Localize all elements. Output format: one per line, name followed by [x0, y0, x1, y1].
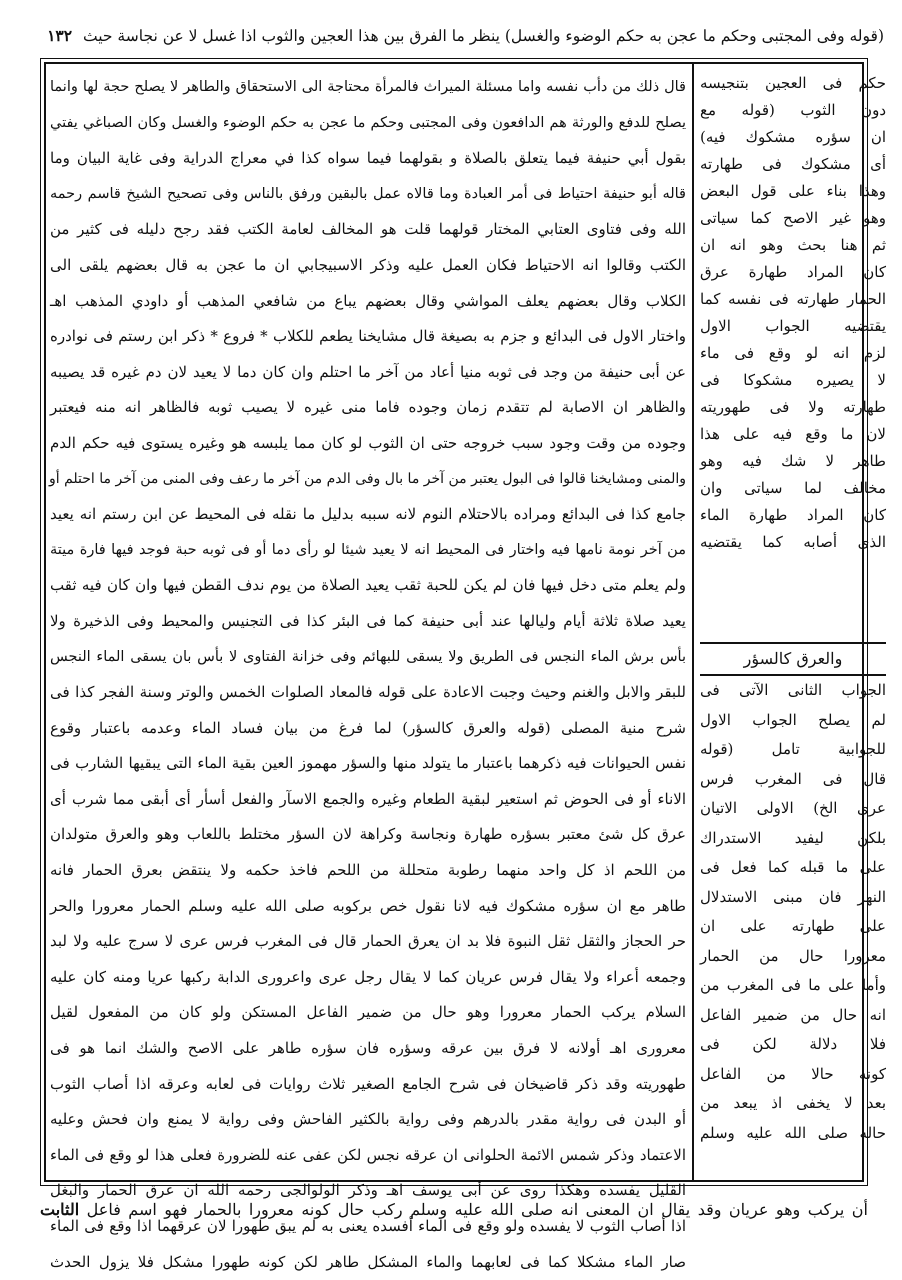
margin-text-line: كان المراد طهارة عرق	[700, 263, 886, 281]
margin-text-line: بلكن ليفيد الاستدراك	[700, 828, 886, 847]
margin-text-line: فلا دلالة لكن فى	[700, 1035, 886, 1053]
main-text-line: من آخر نومة نامها فيه واختار فى المحيط انه لا يعيد شيئا لو رأى دما أو فى ثوبه حبة فوجد فيها فارة ميتة	[50, 541, 686, 558]
main-text-line: قاله أبو حنيفة احتياط فى أمر العبادة وما قالاه عمل بالبقين ورفق بالناس وفى تصحيح الشيخ قاسم رحمه	[50, 185, 686, 202]
main-text-line: أو البدن فى رواية مقدر بالدرهم وفى رواية بالكثير الفاحش وفى رواية لا يمنع وان فحش وعليه	[50, 1110, 686, 1129]
margin-text-line: وهذا بناء على قول البعض	[700, 182, 886, 200]
margin-text-line: للجوابية تامل (قوله	[700, 740, 886, 758]
main-text-line: للبقر والابل والغنم وحيث وجبت الاعادة على قوله فالمعاد الصلوات الخمس والوتر وسنة الفجر كذا فى	[50, 683, 686, 702]
margin-text-line: قال فى المغرب فرس	[700, 769, 886, 788]
margin-text-line: على طهارته على ان	[700, 917, 886, 935]
main-text-line: الاناء أو فى الحوض ثم استعير لبقية الطعام وغيره والجمع الاسآر والفعل أسأر أى أبقى مما شرب أى	[50, 789, 686, 808]
margin-text-line: وأما على ما فى المغرب من	[700, 976, 886, 994]
margin-text-line: طهارته ولا فى طهوريته	[700, 398, 886, 416]
main-text-line: شرح منية المصلى (قوله والعرق كالسؤر) لما فرغ من بيان فساد الماء وعدمه باعتبار وقوع	[50, 718, 686, 737]
main-text-line: قال ذلك من دأب نفسه واما مسئلة الميراث فالمرأة محتاجة الى الاستحقاق والطاهر لا يصلح حجة لها وانما	[50, 79, 686, 95]
main-text-line: حر الحجاز والثقل ثقل النبوة فلا بد ان يعرق الحمار قال فى المغرب فرس عرى لا سرج عليه ولا لبد	[50, 932, 686, 951]
main-text-line: والظاهر ان الاصابة لم تتقدم زمان وجوده فاما منى غيره لا يصيب ثوبه فالظاهر انه منه فيعتبر	[50, 398, 686, 417]
margin-text-line: كونه حالا من الفاعل	[700, 1064, 886, 1083]
main-text-line: معرورى اهـ أولانه لا فرق بين عرقه وسؤره فان سؤره طاهر على الاصح والشك انما هو فى	[50, 1039, 686, 1058]
margin-text-line: بعد لا يخفى اذ يبعد من	[700, 1094, 886, 1112]
margin-text-line: لا يصيره مشكوكا فى	[700, 371, 886, 389]
margin-text-line: لم يصلح الجواب الاول	[700, 710, 886, 729]
main-text-line: جامع كذا فى البدائع ومراده بالاحتلام النوم لانه سببه بدليل ما نقله فى المحيط عن ابن رستم انه يعيد	[50, 505, 686, 524]
main-text-line: عن أبى حنيفة من وجد فى ثوبه منيا أعاد من آخر ما احتلم وان كان دما لا يعيد لان دم غيره قد يصيبه	[50, 362, 686, 381]
margin-text-line: عرى الخ) الاولى الاتيان	[700, 799, 886, 817]
margin-text-line: كان المراد طهارة الماء	[700, 506, 886, 524]
main-text-line: وجوده من وقت وجود سبب خروجه حتى ان الثوب لو كان مما يلبسه هو وغيره يستوى فيه حكم الدم	[50, 433, 686, 452]
main-text-line: الله وفى فتاوى العتابي المختار قولهما قلت هو المخالف لعامة الكتب فقد رجح دليله فى كثير من	[50, 220, 686, 239]
footer-text: أن يركب وهو عريان وقد يقال ان المعنى انه صلى الله عليه وسلم ركب حال كونه معرورا بالحمار فهو اسم فاعل	[86, 1200, 868, 1219]
page-number: ١٣٢	[47, 26, 73, 45]
margin-text-line: على ما قبله كما فعل فى	[700, 858, 886, 876]
margin-text-line: انه حال من ضمير الفاعل	[700, 1005, 886, 1024]
margin-text-line: الذى أصابه كما يقتضيه	[700, 533, 886, 551]
main-text-line: صار الماء مشكلا كما فى لعابهما والماء المشكل طاهر لكن كونه طهورا مشكل فلا يزول الحدث	[50, 1252, 686, 1271]
main-text-line: يصلح للدفع والورثة هم الدافعون وفى المجتبى وحكم ما عجن به حكم الوضوء والغسل وكان الصباغي يفتي	[50, 114, 686, 131]
catchword: الثابت	[40, 1200, 80, 1219]
margin-text-line: حكم فى العجين بتنجيسه	[700, 74, 886, 92]
margin-commentary-bottom	[700, 676, 886, 1191]
margin-text-line: دون الثوب (قوله مع	[700, 101, 886, 119]
page-header	[22, 12, 884, 60]
main-text-line: الكتب وقالوا انه الاحتياط فكان العمل عليه وذكر الاسبيجابي ان ما عجن به قال بعضهم يلقى الى	[50, 255, 686, 274]
main-text-line: ولم يعلم متى دخل فيها فان لم يكن للحبة ثقب يعيد الصلاة من يوم ندف القطن فيها وان كان فيه ثقب	[50, 576, 686, 595]
main-text-line: والمنى ومشايخنا قالوا فى البول يعتبر من آخر ما بال وفى الدم من آخر ما رعف وفى المنى من آخر ما احتلم أو	[49, 470, 686, 487]
margin-text-line: أى مشكوك فى طهارته	[700, 155, 886, 173]
margin-text-line: النهر فان مبنى الاستدلال	[700, 887, 886, 906]
main-text-line: القليل يفسده وهكذا روى عن أبى يوسف اهـ وذكر الولوالجى رحمه الله ان عرق الحمار والبغل	[50, 1181, 686, 1200]
main-text-line: واختار الاول فى البدائع و جزم به بصيغة قال مشايخنا يطعم للكلاب * فروع * ذكر ابن رستم فى نوادره	[50, 327, 686, 346]
main-text-line: نفس الحيوانات فيه ذكرهما باعتبار ما يتولد منها والسؤر مهموز العين بقية الماء التى يبقيها الشارب فى	[50, 754, 686, 773]
margin-heading: والعرق كالسؤر	[700, 642, 886, 676]
margin-text-line: لزم انه لو وقع فى ماء	[700, 344, 886, 362]
margin-text-line: لان ما وقع فيه على هذا	[700, 425, 886, 443]
main-text-line: وجمعه أعراء ولا يقال فرس عريان كما لا يقال رجل عرى واعرورى الدابة ركبها عريا ومنه كان عليه	[50, 967, 686, 986]
margin-commentary-top	[700, 70, 886, 640]
main-text-line: طهوريته وقد ذكر قاضيخان فى شرح الجامع الصغير ثلاث روايات فى لعابه وعرقه اذا أصاب الثوب	[50, 1074, 686, 1093]
main-text-line: اذا أصاب الثوب لا يفسده ولو وقع فى الماء أفسده يعنى به لم يبق طهورا لان عرقهما اذا وقع فى الماء	[50, 1217, 686, 1235]
margin-text-line: الجواب الثانى الآتى فى	[700, 681, 886, 699]
main-text-line: بأس برش الماء النجس فى الطريق ولا يسقى للبهائم وفى خزانة الفتاوى لا بأس بان يسقى الماء النجس	[50, 648, 686, 665]
margin-text-line: يقتضيه الجواب الاول	[700, 317, 886, 335]
main-text-line: الاعتماد وذكر شمس الائمة الحلوانى ان عرقه نجس لكن عفى عنه للضرورة فعلى هذا لو وقع فى الماء	[50, 1145, 686, 1164]
main-text-line: طاهر مع ان سؤره مشكوك فيه لانا نقول خص بركوبه صلى الله عليه وسلم الحمار معرورا والحر	[50, 896, 686, 915]
main-text-line: من اللحم اذ كل واحد منهما رطوبة متحللة من اللحم فاخذ حكمه ولا ينتقض بعرق الحمار فانه	[50, 861, 686, 880]
margin-text-line: مخالف لما سياتى وان	[700, 479, 886, 497]
margin-text-line: الحمار طهارته فى نفسه كما	[700, 290, 886, 308]
main-text-line: الكلاب وقال بعضهم يعلف المواشي وقال بعضهم يباع من شافعي المذهب أو داودي المذهب اهـ	[50, 291, 686, 310]
margin-text-line: طاهر لا شك فيه وهو	[700, 452, 886, 470]
page-footer	[40, 1190, 868, 1230]
margin-text-line: معرورا حال من الحمار	[700, 946, 886, 965]
column-divider	[692, 62, 694, 1182]
margin-text-line: حاله صلى الله عليه وسلم	[700, 1123, 886, 1142]
margin-text-line: ثم هنا بحث وهو انه ان	[700, 236, 886, 254]
header-text: (قوله وفى المجتبى وحكم ما عجن به حكم الوضوء والغسل) ينظر ما الفرق بين هذا العجين والثوب اذا غسل لا عن نجاسة حيث	[83, 27, 884, 45]
main-text-line: السلام يركب الحمار معرورا وهو حال من ضمير الفاعل المستكن ولو كان من المفعول لقيل	[50, 1003, 686, 1022]
main-text-line: يعيد صلاة ثلاثة أيام وليالها عند أبى حنيفة كما فى البئر كذا فى التجنيس والمحيط وفى الذخيرة ولا	[50, 611, 686, 630]
main-text-line: عرق كل شئ معتبر بسؤره طهارة ونجاسة وكراهة لان السؤر مختلط باللعاب وهو والعرق متولدان	[50, 825, 686, 844]
main-text-line: بقول أبي حنيفة فيما يتعلق بالصلاة و بقولهما فيما سواه كذا في معراج الدراية وفى غاية البيان وما	[50, 149, 686, 168]
margin-text-line: وهو غير الاصح كما سياتى	[700, 209, 886, 227]
margin-text-line: ان سؤره مشكوك فيه)	[700, 128, 886, 146]
